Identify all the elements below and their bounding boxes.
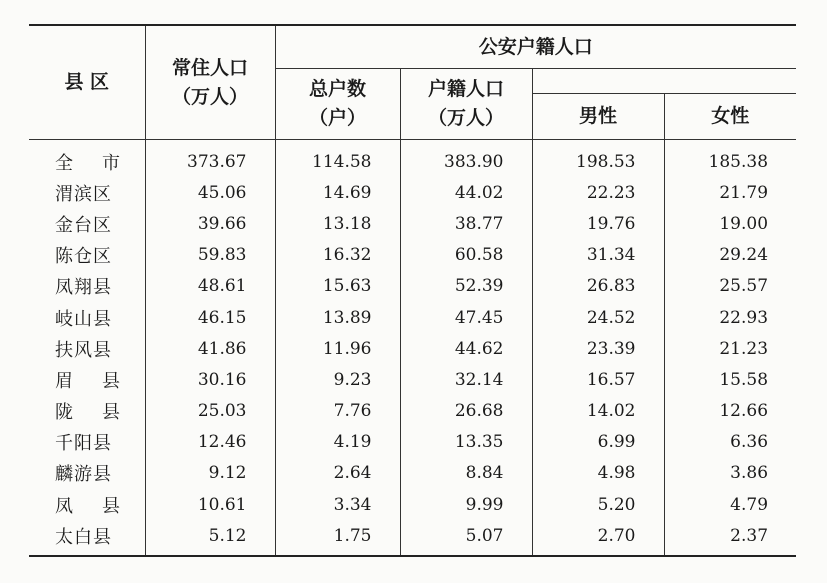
header-county [29,25,145,140]
cell-male: 31.34 [532,240,664,271]
county-name-part: 眉 [55,370,74,392]
cell-female: 21.23 [664,333,796,364]
cell-registered: 9.99 [400,489,532,520]
cell-male: 198.53 [532,140,664,178]
cell-registered: 60.58 [400,240,532,271]
cell-male: 22.23 [532,177,664,208]
row-county-name [29,489,145,520]
table-header [29,25,796,140]
header-registered-line1: 户籍人口 [427,78,504,100]
cell-male: 4.98 [532,458,664,489]
header-male-label: 男性 [578,105,617,127]
cell-registered: 32.14 [400,364,532,395]
cell-resident: 41.86 [145,333,275,364]
cell-households: 2.64 [275,458,400,489]
cell-registered: 383.90 [400,140,532,178]
cell-male: 6.99 [532,427,664,458]
table-row [29,240,796,271]
header-households-line2: （户） [308,107,366,129]
header-male [532,94,664,140]
cell-male: 19.76 [532,208,664,239]
table-body [29,140,796,557]
population-table [29,24,796,557]
cell-registered: 44.62 [400,333,532,364]
row-county-name: 千阳县 [55,433,112,455]
header-households-line1: 总户数 [308,78,366,100]
row-county-name: 凤翔县 [55,277,112,299]
table-row [29,208,796,239]
county-name-part: 县 [102,495,121,517]
cell-households: 14.69 [275,177,400,208]
header-police-group [275,25,796,69]
row-county-name: 扶风县 [55,339,112,361]
cell-resident: 39.66 [145,208,275,239]
table-row [29,140,796,178]
header-registered-line2: （万人） [427,107,504,129]
header-resident-line2: （万人） [171,85,248,108]
county-name-part: 凤 [55,495,74,517]
cell-resident: 48.61 [145,271,275,302]
cell-households: 9.23 [275,364,400,395]
cell-male: 24.52 [532,302,664,333]
cell-households: 16.32 [275,240,400,271]
cell-resident: 25.03 [145,396,275,427]
county-name-part: 市 [102,152,121,174]
cell-male: 5.20 [532,489,664,520]
cell-female: 15.58 [664,364,796,395]
cell-male: 23.39 [532,333,664,364]
cell-male: 14.02 [532,396,664,427]
row-county-name: 陈仓区 [55,246,112,268]
cell-households: 4.19 [275,427,400,458]
cell-registered: 44.02 [400,177,532,208]
cell-resident: 59.83 [145,240,275,271]
table-row [29,333,796,364]
table-row [29,458,796,489]
cell-registered: 47.45 [400,302,532,333]
cell-female: 6.36 [664,427,796,458]
cell-resident: 12.46 [145,427,275,458]
cell-male: 2.70 [532,520,664,556]
cell-households: 13.18 [275,208,400,239]
cell-female: 29.24 [664,240,796,271]
county-name-part: 县 [102,402,121,424]
cell-female: 185.38 [664,140,796,178]
cell-female: 21.79 [664,177,796,208]
table-row [29,271,796,302]
county-name-part: 全 [55,152,74,174]
cell-female: 12.66 [664,396,796,427]
header-county-label: 县 区 [64,71,110,93]
header-registered [400,69,532,140]
table-row [29,520,796,556]
table-row [29,489,796,520]
cell-resident: 30.16 [145,364,275,395]
row-county-name: 渭滨区 [55,183,112,205]
cell-resident: 373.67 [145,140,275,178]
header-female-label: 女性 [711,105,750,127]
table-row [29,427,796,458]
row-county-name [29,140,145,178]
county-name-part: 县 [102,370,121,392]
header-police-group-label: 公安户籍人口 [478,35,593,58]
cell-resident: 5.12 [145,520,275,556]
cell-registered: 52.39 [400,271,532,302]
cell-households: 7.76 [275,396,400,427]
cell-households: 13.89 [275,302,400,333]
cell-male: 26.83 [532,271,664,302]
table-row [29,364,796,395]
cell-male: 16.57 [532,364,664,395]
row-county-name: 岐山县 [55,308,112,330]
cell-female: 2.37 [664,520,796,556]
cell-resident: 9.12 [145,458,275,489]
table-row [29,396,796,427]
header-resident [145,25,275,140]
cell-female: 4.79 [664,489,796,520]
header-gender-spacer [532,69,796,94]
cell-registered: 5.07 [400,520,532,556]
cell-registered: 13.35 [400,427,532,458]
cell-resident: 46.15 [145,302,275,333]
cell-resident: 45.06 [145,177,275,208]
header-households [275,69,400,140]
header-female [664,94,796,140]
cell-resident: 10.61 [145,489,275,520]
cell-female: 22.93 [664,302,796,333]
table-row [29,177,796,208]
cell-households: 15.63 [275,271,400,302]
cell-female: 25.57 [664,271,796,302]
header-resident-line1: 常住人口 [171,56,248,79]
table-row [29,302,796,333]
county-name-part: 陇 [55,402,74,424]
row-county-name: 太白县 [29,520,145,556]
cell-registered: 8.84 [400,458,532,489]
row-county-name: 麟游县 [55,464,112,486]
cell-registered: 26.68 [400,396,532,427]
cell-female: 19.00 [664,208,796,239]
cell-registered: 38.77 [400,208,532,239]
cell-households: 1.75 [275,520,400,556]
row-county-name [29,364,145,395]
cell-households: 3.34 [275,489,400,520]
cell-households: 114.58 [275,140,400,178]
cell-female: 3.86 [664,458,796,489]
cell-households: 11.96 [275,333,400,364]
row-county-name: 金台区 [55,214,112,236]
row-county-name [29,396,145,427]
